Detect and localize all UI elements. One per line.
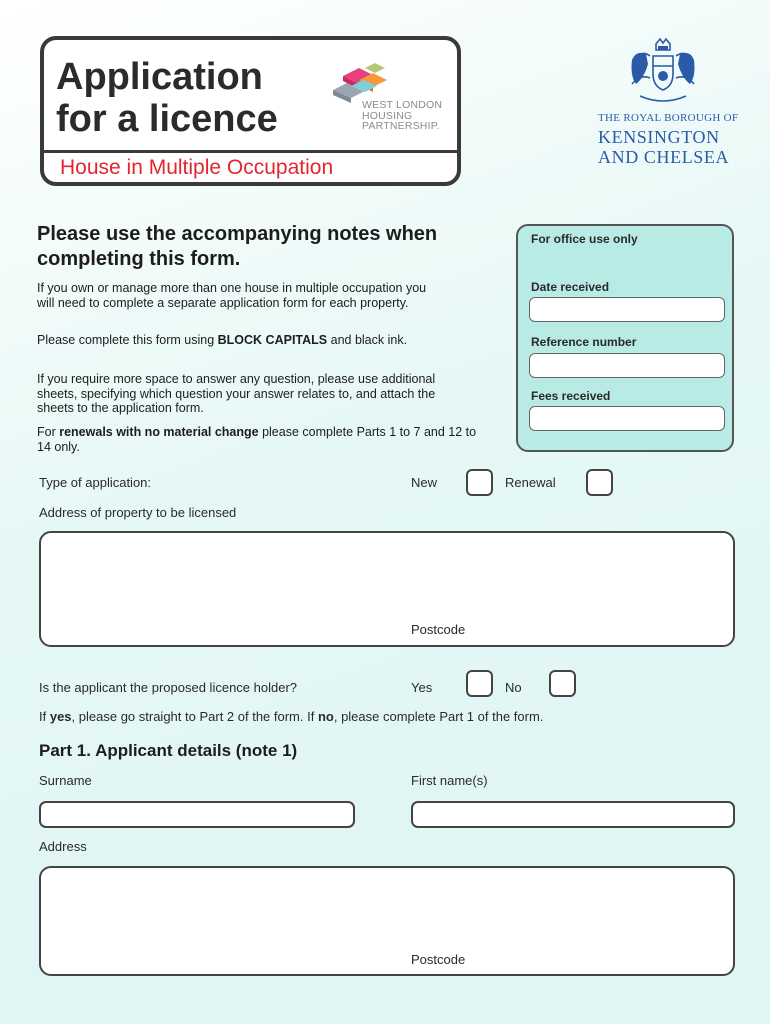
intro-paragraph-4 <box>37 425 487 454</box>
date-received-label: Date received <box>531 280 610 294</box>
intro-p4-text-end: please complete Parts 1 to 7 and 12 to 14 only. <box>37 425 477 454</box>
surname-field[interactable] <box>39 801 355 828</box>
intro-p2-text: Please complete this form using <box>37 333 218 347</box>
first-name-label: First name(s) <box>411 773 488 788</box>
office-use-box <box>516 224 734 452</box>
note-text-2: , please go straight to Part 2 of the form. If <box>71 709 318 724</box>
coat-of-arms-crest-icon <box>626 36 700 106</box>
page-subtitle: House in Multiple Occupation <box>60 156 334 179</box>
note-yes-bold: yes <box>49 709 72 724</box>
renewal-checkbox[interactable] <box>586 469 613 496</box>
reference-number-label: Reference number <box>531 335 637 349</box>
borough-name-line-2: AND CHELSEA <box>598 147 730 167</box>
no-label: No <box>505 680 522 695</box>
intro-p2-bold: BLOCK CAPITALS <box>217 333 328 347</box>
licence-holder-note <box>39 709 543 724</box>
title-line-1: Application <box>56 56 263 98</box>
note-text-1: If <box>39 709 50 724</box>
property-address-label: Address of property to be licensed <box>39 505 237 520</box>
option-new-label: New <box>411 475 438 490</box>
partner-logo-line-1: WEST LONDON <box>362 99 443 111</box>
intro-paragraph-1: If you own or manage more than one house in multiple occupation you will need to complete a separate application form for each property. <box>37 281 427 310</box>
application-type-label: Type of application: <box>39 475 152 490</box>
intro-p4-bold: renewals with no material change <box>59 425 259 439</box>
applicant-postcode-label: Postcode <box>411 952 466 967</box>
intro-heading: Please use the accompanying notes when completing this form. <box>37 223 438 270</box>
intro-p2-text-end: and black ink. <box>327 333 408 347</box>
surname-label: Surname <box>39 773 92 788</box>
intro-paragraph-2 <box>37 333 417 348</box>
part1-heading: Part 1. Applicant details (note 1) <box>39 741 298 760</box>
reference-number-field[interactable] <box>529 353 725 378</box>
new-checkbox[interactable] <box>466 469 493 496</box>
borough-name <box>598 127 729 167</box>
option-renewal-label: Renewal <box>505 475 556 490</box>
note-no-bold: no <box>317 709 334 724</box>
note-text-3: , please complete Part 1 of the form. <box>333 709 544 724</box>
fees-received-field[interactable] <box>529 406 725 431</box>
property-postcode-label: Postcode <box>411 622 466 637</box>
property-address-field[interactable] <box>39 531 735 647</box>
partner-logo-text <box>362 100 442 132</box>
title-box <box>40 36 461 186</box>
partner-logo-line-3: PARTNERSHIP. <box>362 120 440 132</box>
no-checkbox[interactable] <box>549 670 576 697</box>
intro-paragraph-3: If you require more space to answer any question, please use additional sheets, specifying which question your answer relates to, and attach the sheets to the application form. <box>37 372 436 415</box>
fees-received-label: Fees received <box>531 389 611 403</box>
title-divider <box>44 150 457 153</box>
intro-p4-text: For <box>37 425 60 439</box>
licence-holder-question: Is the applicant the proposed licence holder? <box>39 680 298 695</box>
title-line-2: for a licence <box>56 98 278 140</box>
borough-label: THE ROYAL BOROUGH OF <box>598 112 739 124</box>
applicant-address-field[interactable] <box>39 866 735 976</box>
yes-label: Yes <box>411 680 433 695</box>
yes-checkbox[interactable] <box>466 670 493 697</box>
borough-name-line-1: KENSINGTON <box>598 127 720 147</box>
first-name-field[interactable] <box>411 801 735 828</box>
partner-logo-line-2: HOUSING <box>362 109 413 122</box>
applicant-address-label: Address <box>39 839 87 854</box>
colored-blocks-logo <box>329 62 389 104</box>
office-use-title: For office use only <box>531 232 638 246</box>
date-received-field[interactable] <box>529 297 725 322</box>
page-title <box>56 56 278 140</box>
